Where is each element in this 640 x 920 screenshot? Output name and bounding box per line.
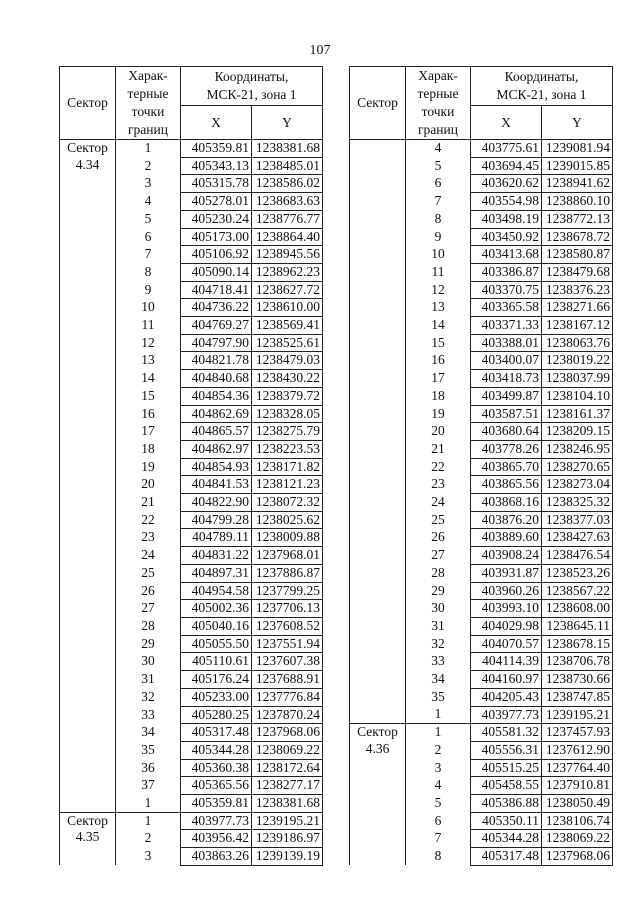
x-coordinate-cell: 404865.57: [181, 423, 252, 441]
coordinates-table-left: [59, 66, 323, 866]
point-number-cell: 1: [116, 140, 181, 158]
y-coordinate-cell: 1237612.90: [542, 741, 613, 759]
y-coordinate-cell: 1238525.61: [252, 334, 323, 352]
y-coordinate-cell: 1238747.85: [542, 688, 613, 706]
y-coordinate-cell: 1238523.26: [542, 564, 613, 582]
point-number-cell: 24: [116, 547, 181, 565]
header-x: X: [181, 106, 252, 140]
y-coordinate-cell: 1238683.63: [252, 193, 323, 211]
y-coordinate-cell: 1238479.68: [542, 263, 613, 281]
point-number-cell: 17: [406, 370, 471, 388]
x-coordinate-cell: 404831.22: [181, 547, 252, 565]
y-coordinate-cell: 1238106.74: [542, 812, 613, 830]
point-number-cell: 13: [116, 352, 181, 370]
y-coordinate-cell: 1238121.23: [252, 476, 323, 494]
y-coordinate-cell: 1237608.52: [252, 617, 323, 635]
y-coordinate-cell: 1238037.99: [542, 370, 613, 388]
x-coordinate-cell: 403365.58: [471, 299, 542, 317]
x-coordinate-cell: 405515.25: [471, 759, 542, 777]
x-coordinate-cell: 403865.56: [471, 476, 542, 494]
y-coordinate-cell: 1238608.00: [542, 600, 613, 618]
table-body-left: [60, 140, 323, 866]
y-coordinate-cell: 1237764.40: [542, 759, 613, 777]
point-number-cell: 25: [406, 511, 471, 529]
x-coordinate-cell: 405173.00: [181, 228, 252, 246]
header-y: Y: [252, 106, 323, 140]
y-coordinate-cell: 1238161.37: [542, 405, 613, 423]
y-coordinate-cell: 1238569.41: [252, 317, 323, 335]
y-coordinate-cell: 1237886.87: [252, 564, 323, 582]
x-coordinate-cell: 403956.42: [181, 830, 252, 848]
y-coordinate-cell: 1238479.03: [252, 352, 323, 370]
point-number-cell: 4: [406, 777, 471, 795]
x-coordinate-cell: 403960.26: [471, 582, 542, 600]
point-number-cell: 34: [116, 724, 181, 742]
x-coordinate-cell: 403868.16: [471, 494, 542, 512]
point-number-cell: 9: [116, 281, 181, 299]
x-coordinate-cell: 405359.81: [181, 140, 252, 158]
y-coordinate-cell: 1237688.91: [252, 671, 323, 689]
y-coordinate-cell: 1237968.06: [252, 724, 323, 742]
x-coordinate-cell: 403499.87: [471, 387, 542, 405]
x-coordinate-cell: 403694.45: [471, 157, 542, 175]
y-coordinate-cell: 1238864.40: [252, 228, 323, 246]
point-number-cell: 8: [116, 263, 181, 281]
point-number-cell: 30: [116, 653, 181, 671]
point-number-cell: 18: [116, 440, 181, 458]
point-number-cell: 15: [406, 334, 471, 352]
y-coordinate-cell: 1238567.22: [542, 582, 613, 600]
header-y: Y: [542, 106, 613, 140]
y-coordinate-cell: 1238645.11: [542, 617, 613, 635]
y-coordinate-cell: 1237551.94: [252, 635, 323, 653]
x-coordinate-cell: 405360.38: [181, 759, 252, 777]
x-coordinate-cell: 403889.60: [471, 529, 542, 547]
x-coordinate-cell: 403620.62: [471, 175, 542, 193]
y-coordinate-cell: 1238246.95: [542, 440, 613, 458]
point-number-cell: 4: [406, 140, 471, 158]
point-number-cell: 5: [406, 157, 471, 175]
sector-cell: [350, 140, 406, 724]
header-points: Харак- терные точки границ: [116, 67, 181, 140]
x-coordinate-cell: 403554.98: [471, 193, 542, 211]
header-coordinates: Координаты, МСК-21, зона 1: [181, 67, 323, 106]
y-coordinate-cell: 1238580.87: [542, 246, 613, 264]
point-number-cell: 25: [116, 564, 181, 582]
x-coordinate-cell: 403418.73: [471, 370, 542, 388]
x-coordinate-cell: 403413.68: [471, 246, 542, 264]
y-coordinate-cell: 1238069.22: [542, 830, 613, 848]
point-number-cell: 17: [116, 423, 181, 441]
x-coordinate-cell: 403931.87: [471, 564, 542, 582]
x-coordinate-cell: 404114.39: [471, 653, 542, 671]
x-coordinate-cell: 403450.92: [471, 228, 542, 246]
point-number-cell: 12: [406, 281, 471, 299]
point-number-cell: 31: [116, 671, 181, 689]
y-coordinate-cell: 1238270.65: [542, 458, 613, 476]
x-coordinate-cell: 404029.98: [471, 617, 542, 635]
y-coordinate-cell: 1238277.17: [252, 777, 323, 795]
y-coordinate-cell: 1237910.81: [542, 777, 613, 795]
x-coordinate-cell: 405317.48: [181, 724, 252, 742]
point-number-cell: 2: [406, 741, 471, 759]
point-number-cell: 33: [116, 706, 181, 724]
x-coordinate-cell: 403977.73: [181, 812, 252, 830]
x-coordinate-cell: 404841.53: [181, 476, 252, 494]
y-coordinate-cell: 1238376.23: [542, 281, 613, 299]
x-coordinate-cell: 404854.93: [181, 458, 252, 476]
header-sector: Сектор: [350, 67, 406, 140]
x-coordinate-cell: 403400.07: [471, 352, 542, 370]
point-number-cell: 2: [116, 830, 181, 848]
point-number-cell: 12: [116, 334, 181, 352]
y-coordinate-cell: 1239081.94: [542, 140, 613, 158]
x-coordinate-cell: 403388.01: [471, 334, 542, 352]
y-coordinate-cell: 1237968.06: [542, 848, 613, 866]
point-number-cell: 15: [116, 387, 181, 405]
point-number-cell: 18: [406, 387, 471, 405]
y-coordinate-cell: 1238610.00: [252, 299, 323, 317]
x-coordinate-cell: 404821.78: [181, 352, 252, 370]
x-coordinate-cell: 405233.00: [181, 688, 252, 706]
point-number-cell: 16: [116, 405, 181, 423]
point-number-cell: 26: [116, 582, 181, 600]
x-coordinate-cell: 403587.51: [471, 405, 542, 423]
x-coordinate-cell: 403908.24: [471, 547, 542, 565]
x-coordinate-cell: 405350.11: [471, 812, 542, 830]
x-coordinate-cell: 405458.55: [471, 777, 542, 795]
y-coordinate-cell: 1237870.24: [252, 706, 323, 724]
point-number-cell: 13: [406, 299, 471, 317]
point-number-cell: 37: [116, 777, 181, 795]
y-coordinate-cell: 1238104.10: [542, 387, 613, 405]
point-number-cell: 36: [116, 759, 181, 777]
y-coordinate-cell: 1238063.76: [542, 334, 613, 352]
y-coordinate-cell: 1237457.93: [542, 724, 613, 742]
point-number-cell: 1: [406, 724, 471, 742]
x-coordinate-cell: 404862.69: [181, 405, 252, 423]
x-coordinate-cell: 405055.50: [181, 635, 252, 653]
header-points: Харак- терные точки границ: [406, 67, 471, 140]
point-number-cell: 20: [406, 423, 471, 441]
y-coordinate-cell: 1238167.12: [542, 317, 613, 335]
point-number-cell: 4: [116, 193, 181, 211]
point-number-cell: 1: [116, 812, 181, 830]
point-number-cell: 21: [116, 494, 181, 512]
y-coordinate-cell: 1237776.84: [252, 688, 323, 706]
x-coordinate-cell: 405581.32: [471, 724, 542, 742]
y-coordinate-cell: 1238379.72: [252, 387, 323, 405]
y-coordinate-cell: 1238586.02: [252, 175, 323, 193]
x-coordinate-cell: 405110.61: [181, 653, 252, 671]
point-number-cell: 3: [406, 759, 471, 777]
point-number-cell: 7: [116, 246, 181, 264]
point-number-cell: 6: [406, 175, 471, 193]
y-coordinate-cell: 1237968.01: [252, 547, 323, 565]
x-coordinate-cell: 403370.75: [471, 281, 542, 299]
x-coordinate-cell: 403371.33: [471, 317, 542, 335]
y-coordinate-cell: 1238706.78: [542, 653, 613, 671]
y-coordinate-cell: 1238072.32: [252, 494, 323, 512]
sector-cell: Сектор 4.34: [60, 140, 116, 813]
point-number-cell: 28: [116, 617, 181, 635]
point-number-cell: 32: [406, 635, 471, 653]
x-coordinate-cell: 405344.28: [181, 741, 252, 759]
y-coordinate-cell: 1238271.66: [542, 299, 613, 317]
point-number-cell: 14: [406, 317, 471, 335]
x-coordinate-cell: 404160.97: [471, 671, 542, 689]
y-coordinate-cell: 1238678.15: [542, 635, 613, 653]
header-coordinates: Координаты, МСК-21, зона 1: [471, 67, 613, 106]
x-coordinate-cell: 404205.43: [471, 688, 542, 706]
x-coordinate-cell: 404718.41: [181, 281, 252, 299]
y-coordinate-cell: 1238962.23: [252, 263, 323, 281]
point-number-cell: 19: [116, 458, 181, 476]
point-number-cell: 21: [406, 440, 471, 458]
point-number-cell: 19: [406, 405, 471, 423]
point-number-cell: 3: [116, 848, 181, 866]
y-coordinate-cell: 1238325.32: [542, 494, 613, 512]
x-coordinate-cell: 405556.31: [471, 741, 542, 759]
point-number-cell: 7: [406, 830, 471, 848]
x-coordinate-cell: 404862.97: [181, 440, 252, 458]
sector-cell: Сектор 4.35: [60, 812, 116, 865]
y-coordinate-cell: 1237706.13: [252, 600, 323, 618]
point-number-cell: 23: [406, 476, 471, 494]
x-coordinate-cell: 405230.24: [181, 210, 252, 228]
table-row: [60, 140, 323, 158]
y-coordinate-cell: 1237799.25: [252, 582, 323, 600]
point-number-cell: 33: [406, 653, 471, 671]
y-coordinate-cell: 1239195.21: [542, 706, 613, 724]
y-coordinate-cell: 1238050.49: [542, 795, 613, 813]
point-number-cell: 10: [406, 246, 471, 264]
point-number-cell: 11: [406, 263, 471, 281]
x-coordinate-cell: 405344.28: [471, 830, 542, 848]
point-number-cell: 22: [406, 458, 471, 476]
y-coordinate-cell: 1238430.22: [252, 370, 323, 388]
point-number-cell: 10: [116, 299, 181, 317]
x-coordinate-cell: 404854.36: [181, 387, 252, 405]
y-coordinate-cell: 1238776.77: [252, 210, 323, 228]
x-coordinate-cell: 404070.57: [471, 635, 542, 653]
y-coordinate-cell: 1238069.22: [252, 741, 323, 759]
y-coordinate-cell: 1238025.62: [252, 511, 323, 529]
x-coordinate-cell: 403680.64: [471, 423, 542, 441]
y-coordinate-cell: 1238627.72: [252, 281, 323, 299]
table-row: [350, 724, 613, 742]
point-number-cell: 24: [406, 494, 471, 512]
y-coordinate-cell: 1238381.68: [252, 795, 323, 813]
x-coordinate-cell: 405359.81: [181, 795, 252, 813]
x-coordinate-cell: 405280.25: [181, 706, 252, 724]
y-coordinate-cell: 1237607.38: [252, 653, 323, 671]
x-coordinate-cell: 404736.22: [181, 299, 252, 317]
point-number-cell: 1: [406, 706, 471, 724]
coordinates-table-right: [349, 66, 613, 866]
point-number-cell: 8: [406, 210, 471, 228]
x-coordinate-cell: 403778.26: [471, 440, 542, 458]
sector-cell: Сектор 4.36: [350, 724, 406, 866]
point-number-cell: 2: [116, 157, 181, 175]
x-coordinate-cell: 405386.88: [471, 795, 542, 813]
y-coordinate-cell: 1238273.04: [542, 476, 613, 494]
x-coordinate-cell: 405090.14: [181, 263, 252, 281]
x-coordinate-cell: 404954.58: [181, 582, 252, 600]
point-number-cell: 32: [116, 688, 181, 706]
point-number-cell: 16: [406, 352, 471, 370]
header-sector: Сектор: [60, 67, 116, 140]
point-number-cell: 6: [116, 228, 181, 246]
y-coordinate-cell: 1239139.19: [252, 848, 323, 866]
x-coordinate-cell: 404840.68: [181, 370, 252, 388]
point-number-cell: 27: [116, 600, 181, 618]
point-number-cell: 35: [406, 688, 471, 706]
point-number-cell: 3: [116, 175, 181, 193]
table-body-right: [350, 140, 613, 866]
y-coordinate-cell: 1238945.56: [252, 246, 323, 264]
y-coordinate-cell: 1238730.66: [542, 671, 613, 689]
y-coordinate-cell: 1238476.54: [542, 547, 613, 565]
x-coordinate-cell: 404797.90: [181, 334, 252, 352]
x-coordinate-cell: 403876.20: [471, 511, 542, 529]
y-coordinate-cell: 1238678.72: [542, 228, 613, 246]
y-coordinate-cell: 1238275.79: [252, 423, 323, 441]
point-number-cell: 6: [406, 812, 471, 830]
point-number-cell: 27: [406, 547, 471, 565]
x-coordinate-cell: 405040.16: [181, 617, 252, 635]
point-number-cell: 5: [406, 795, 471, 813]
x-coordinate-cell: 403993.10: [471, 600, 542, 618]
y-coordinate-cell: 1238381.68: [252, 140, 323, 158]
x-coordinate-cell: 403775.61: [471, 140, 542, 158]
y-coordinate-cell: 1238172.64: [252, 759, 323, 777]
point-number-cell: 31: [406, 617, 471, 635]
x-coordinate-cell: 405343.13: [181, 157, 252, 175]
x-coordinate-cell: 405365.56: [181, 777, 252, 795]
point-number-cell: 28: [406, 564, 471, 582]
y-coordinate-cell: 1238941.62: [542, 175, 613, 193]
x-coordinate-cell: 404789.11: [181, 529, 252, 547]
y-coordinate-cell: 1238223.53: [252, 440, 323, 458]
x-coordinate-cell: 404897.31: [181, 564, 252, 582]
x-coordinate-cell: 405002.36: [181, 600, 252, 618]
x-coordinate-cell: 404799.28: [181, 511, 252, 529]
point-number-cell: 26: [406, 529, 471, 547]
x-coordinate-cell: 403865.70: [471, 458, 542, 476]
y-coordinate-cell: 1238019.22: [542, 352, 613, 370]
y-coordinate-cell: 1238485.01: [252, 157, 323, 175]
x-coordinate-cell: 404822.90: [181, 494, 252, 512]
y-coordinate-cell: 1238427.63: [542, 529, 613, 547]
point-number-cell: 8: [406, 848, 471, 866]
x-coordinate-cell: 403863.26: [181, 848, 252, 866]
point-number-cell: 29: [116, 635, 181, 653]
point-number-cell: 9: [406, 228, 471, 246]
point-number-cell: 20: [116, 476, 181, 494]
table-row: [60, 812, 323, 830]
point-number-cell: 29: [406, 582, 471, 600]
x-coordinate-cell: 405315.78: [181, 175, 252, 193]
point-number-cell: 1: [116, 795, 181, 813]
point-number-cell: 11: [116, 317, 181, 335]
x-coordinate-cell: 405278.01: [181, 193, 252, 211]
table-row: [350, 140, 613, 158]
y-coordinate-cell: 1238328.05: [252, 405, 323, 423]
point-number-cell: 14: [116, 370, 181, 388]
y-coordinate-cell: 1239195.21: [252, 812, 323, 830]
y-coordinate-cell: 1238171.82: [252, 458, 323, 476]
y-coordinate-cell: 1238377.03: [542, 511, 613, 529]
y-coordinate-cell: 1239015.85: [542, 157, 613, 175]
header-x: X: [471, 106, 542, 140]
page-number: 107: [309, 43, 331, 58]
point-number-cell: 30: [406, 600, 471, 618]
y-coordinate-cell: 1238009.88: [252, 529, 323, 547]
x-coordinate-cell: 405106.92: [181, 246, 252, 264]
y-coordinate-cell: 1238860.10: [542, 193, 613, 211]
point-number-cell: 34: [406, 671, 471, 689]
x-coordinate-cell: 405176.24: [181, 671, 252, 689]
x-coordinate-cell: 403386.87: [471, 263, 542, 281]
x-coordinate-cell: 405317.48: [471, 848, 542, 866]
y-coordinate-cell: 1238772.13: [542, 210, 613, 228]
x-coordinate-cell: 403977.73: [471, 706, 542, 724]
x-coordinate-cell: 403498.19: [471, 210, 542, 228]
point-number-cell: 7: [406, 193, 471, 211]
point-number-cell: 35: [116, 741, 181, 759]
point-number-cell: 5: [116, 210, 181, 228]
x-coordinate-cell: 404769.27: [181, 317, 252, 335]
y-coordinate-cell: 1239186.97: [252, 830, 323, 848]
point-number-cell: 22: [116, 511, 181, 529]
y-coordinate-cell: 1238209.15: [542, 423, 613, 441]
point-number-cell: 23: [116, 529, 181, 547]
